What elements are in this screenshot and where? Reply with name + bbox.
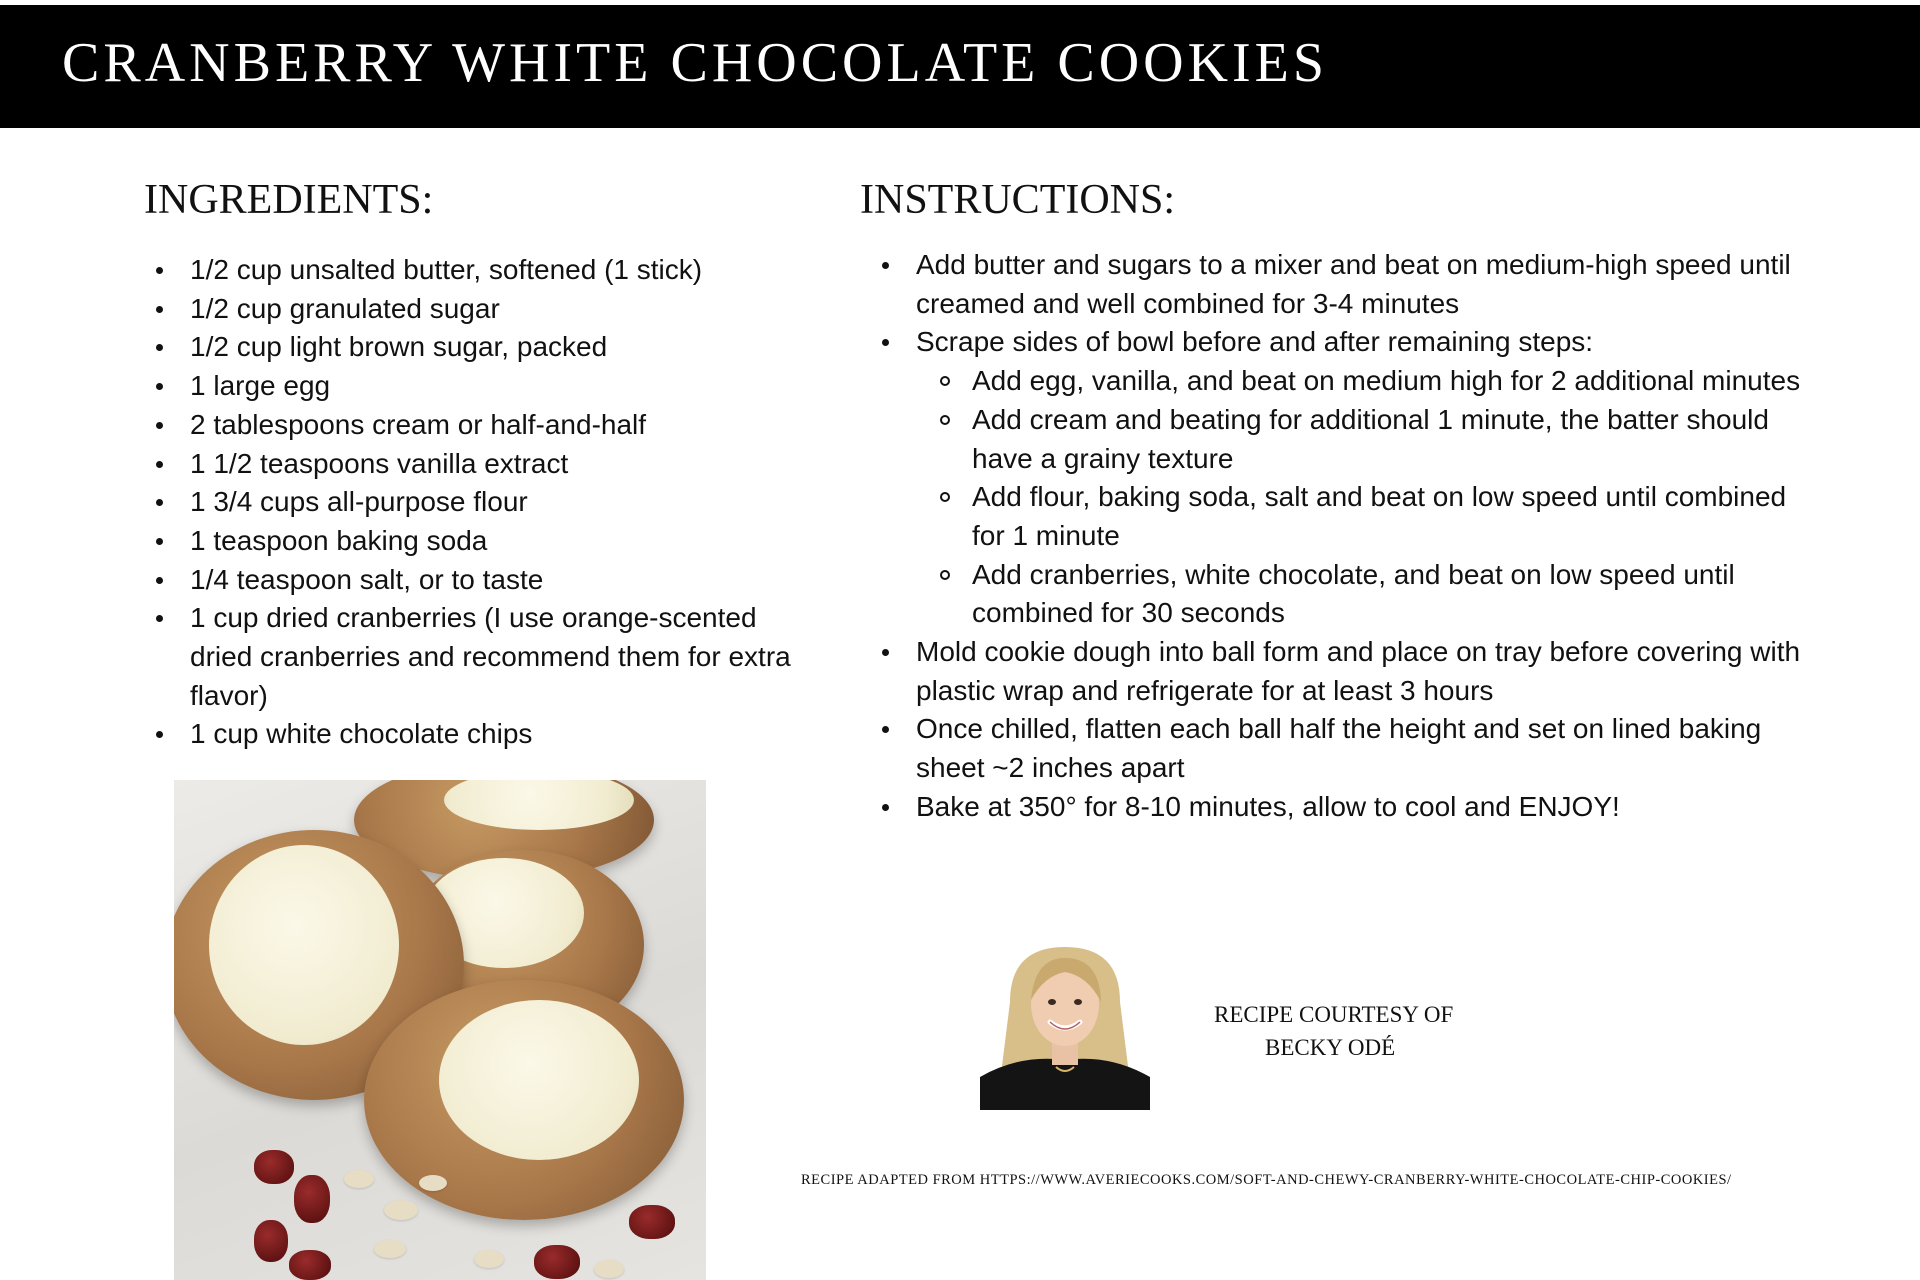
oat-shape xyxy=(344,1170,374,1188)
title-bar xyxy=(0,5,1920,128)
ingredient-item: 1/2 cup light brown sugar, packed xyxy=(152,328,792,367)
source-note: RECIPE ADAPTED FROM HTTPS://WWW.AVERIECOOKS.COM/SOFT-AND-CHEWY-CRANBERRY-WHITE-CHOCOLATE-CHIP-COOKIES/ xyxy=(801,1172,1732,1188)
cranberry-shape xyxy=(254,1220,288,1262)
instruction-step-text: Scrape sides of bowl before and after remaining steps: xyxy=(916,326,1594,358)
instruction-substep: Add cranberries, white chocolate, and beat on low speed until combined for 30 seconds xyxy=(916,556,1818,633)
instruction-substep: Add flour, baking soda, salt and beat on low speed until combined for 1 minute xyxy=(916,478,1818,555)
cranberry-shape xyxy=(289,1250,331,1280)
instruction-step: Mold cookie dough into ball form and place on tray before covering with plastic wrap and refrigerate for at least 3 hours xyxy=(878,633,1818,710)
ingredient-item: 1 large egg xyxy=(152,367,792,406)
credit-line: RECIPE COURTESY OF xyxy=(1214,1002,1454,1027)
cranberry-shape xyxy=(629,1205,675,1239)
ingredient-item: 1 3/4 cups all-purpose flour xyxy=(152,483,792,522)
instruction-substep: Add cream and beating for additional 1 minute, the batter should have a grainy texture xyxy=(916,401,1818,478)
instruction-substep: Add egg, vanilla, and beat on medium high for 2 additional minutes xyxy=(916,362,1818,401)
page-title: CRANBERRY WHITE CHOCOLATE COOKIES xyxy=(62,32,1329,94)
oat-shape xyxy=(474,1250,504,1268)
ingredient-item: 1 cup dried cranberries (I use orange-scented dried cranberries and recommend them for extra flavor) xyxy=(152,599,792,715)
instructions-heading: INSTRUCTIONS: xyxy=(860,177,1176,223)
instruction-step: Add butter and sugars to a mixer and beat on medium-high speed until creamed and well combined for 3-4 minutes xyxy=(878,246,1818,323)
ingredient-item: 1/2 cup granulated sugar xyxy=(152,290,792,329)
instruction-step: Once chilled, flatten each ball half the height and set on lined baking sheet ~2 inches apart xyxy=(878,710,1818,787)
icing-shape xyxy=(439,1000,639,1160)
oat-shape xyxy=(594,1260,624,1278)
ingredient-item: 1 1/2 teaspoons vanilla extract xyxy=(152,445,792,484)
ingredient-item: 1/4 teaspoon salt, or to taste xyxy=(152,561,792,600)
ingredient-item: 2 tablespoons cream or half-and-half xyxy=(152,406,792,445)
author-portrait-icon xyxy=(980,942,1150,1110)
ingredients-list xyxy=(152,251,792,754)
ingredient-item: 1/2 cup unsalted butter, softened (1 stick) xyxy=(152,251,792,290)
cranberry-shape xyxy=(294,1175,330,1223)
cookie-photo xyxy=(174,780,706,1280)
instruction-step: Bake at 350° for 8-10 minutes, allow to cool and ENJOY! xyxy=(878,788,1818,827)
ingredient-item: 1 cup white chocolate chips xyxy=(152,715,792,754)
author-photo xyxy=(980,942,1150,1110)
ingredients-heading: INGREDIENTS: xyxy=(144,177,434,223)
cranberry-shape xyxy=(534,1245,580,1279)
oat-shape xyxy=(419,1175,447,1191)
cranberry-shape xyxy=(254,1150,294,1184)
ingredient-item: 1 teaspoon baking soda xyxy=(152,522,792,561)
icing-shape xyxy=(209,845,399,1045)
oat-shape xyxy=(374,1240,406,1258)
instruction-substeps xyxy=(916,362,1818,633)
oat-shape xyxy=(384,1200,418,1220)
instruction-step xyxy=(878,323,1818,633)
credit-author-name: BECKY ODÉ xyxy=(1265,1035,1396,1060)
instructions-list xyxy=(878,246,1818,827)
